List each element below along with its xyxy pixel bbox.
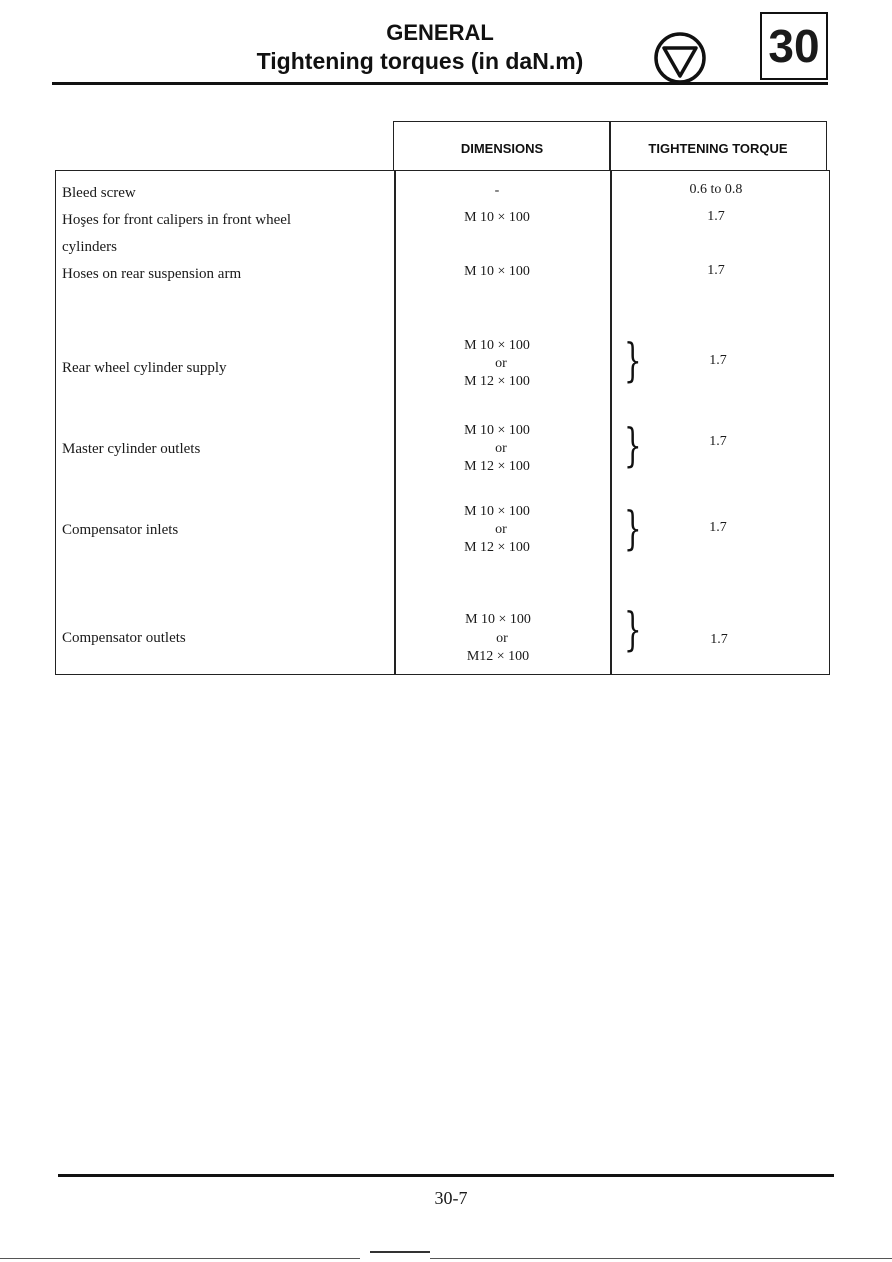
scan-artifact-line	[430, 1258, 892, 1259]
row-description: Compensator outlets	[62, 630, 186, 646]
row-torque: 0.6 to 0.8	[689, 182, 743, 197]
row-description: Compensator inlets	[62, 522, 179, 538]
row-description: Rear wheel cylinder supply	[62, 360, 227, 376]
row-torque: 1.7	[709, 434, 727, 449]
header-divider	[52, 82, 828, 85]
row-dimension: M 10 × 100	[464, 210, 530, 225]
row-torque: 1.7	[709, 353, 727, 368]
row-description: Master cylinder outlets	[62, 441, 201, 457]
row-dimension-or: or	[495, 441, 507, 456]
column-header-dimensions: DIMENSIONS	[460, 141, 544, 156]
grouping-brace: }	[624, 333, 642, 387]
row-dimension-option-1: M 10 × 100	[464, 338, 530, 353]
row-dimension-or: or	[495, 522, 507, 537]
body-column-divider-2	[610, 170, 612, 675]
grouping-brace: }	[624, 501, 642, 555]
row-dimension-option-2: M 12 × 100	[464, 459, 530, 474]
row-torque: 1.7	[707, 263, 725, 278]
row-dimension: -	[494, 183, 500, 198]
row-dimension-option-2: M 12 × 100	[464, 540, 530, 555]
row-torque: 1.7	[707, 209, 725, 224]
row-torque: 1.7	[709, 520, 727, 535]
footer-divider	[58, 1174, 834, 1177]
section-number-badge: 30	[760, 12, 828, 80]
grouping-brace: }	[624, 418, 642, 472]
row-dimension: M 10 × 100	[464, 264, 530, 279]
row-dimension-or: or	[495, 356, 507, 371]
page-number: 30-7	[434, 1188, 468, 1208]
row-description: Hoşes for front calipers in front wheel	[62, 212, 292, 228]
row-dimension-or: or	[496, 631, 508, 646]
scan-artifact-line	[370, 1251, 430, 1253]
row-dimension-option-1: M 10 × 100	[464, 504, 530, 519]
row-torque: 1.7	[710, 632, 728, 647]
row-description: Hoses on rear suspension arm	[62, 266, 242, 282]
page-subtitle: Tightening torques (in daN.m)	[256, 48, 584, 74]
row-dimension-option-1: M 10 × 100	[465, 612, 531, 627]
row-dimension-option-2: M12 × 100	[466, 649, 530, 664]
grouping-brace: }	[624, 602, 642, 656]
brake-circle-triangle-icon	[652, 30, 708, 86]
row-dimension-option-2: M 12 × 100	[464, 374, 530, 389]
row-description: Bleed screw	[62, 185, 136, 201]
row-description-continued: cylinders	[62, 239, 117, 255]
row-dimension-option-1: M 10 × 100	[464, 423, 530, 438]
scan-artifact-line	[0, 1258, 360, 1259]
page-title: GENERAL	[386, 20, 494, 45]
column-header-torque: TIGHTENING TORQUE	[648, 141, 788, 156]
